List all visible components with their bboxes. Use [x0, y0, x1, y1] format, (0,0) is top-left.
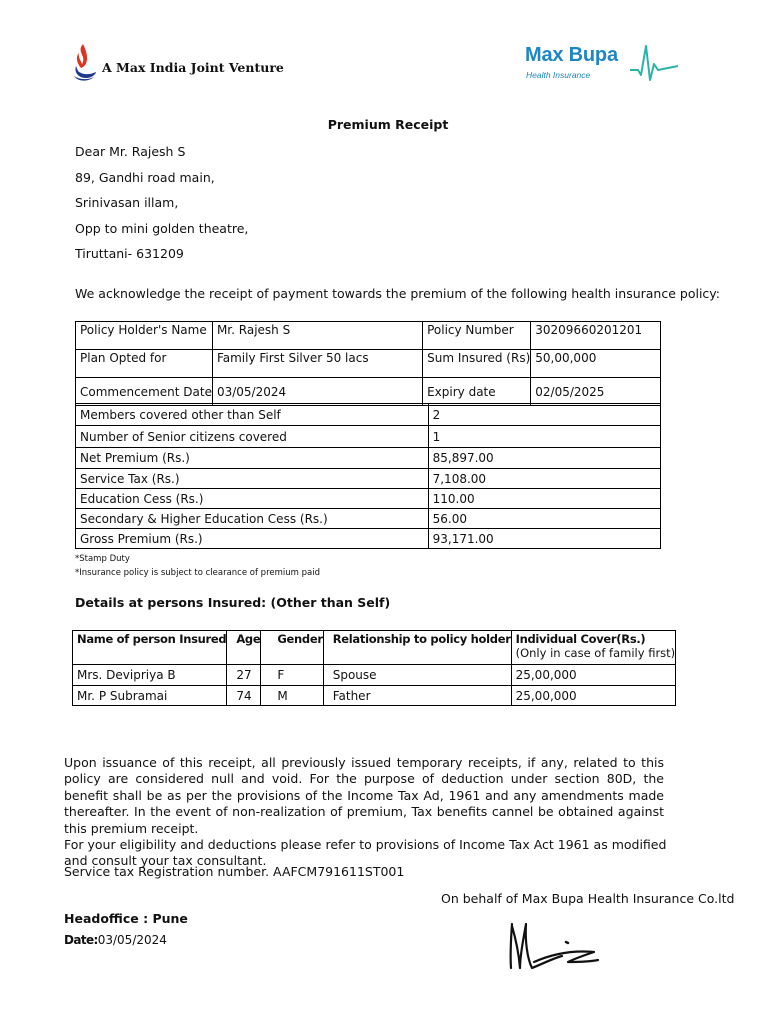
- plan-value: Family First Silver 50 lacs: [212, 350, 422, 378]
- commencement-label: Commencement Date: [76, 378, 213, 406]
- insured-cover: 25,00,000: [511, 665, 676, 686]
- terms-paragraph: [64, 755, 667, 870]
- row-value: 93,171.00: [428, 529, 660, 549]
- table-row: [76, 322, 661, 350]
- terms-text: Upon issuance of this receipt, all previously issued temporary receipts, if any, related to this policy are considered null and void. For the purpose of deduction under section 80D, the benefit shall be as per the provisions of the Income Tax Ad, 1961 and any amendments made thereafter. In the event of non-realization of premium, Tax benefits cannel be obtained against this premium receipt.: [64, 755, 664, 836]
- expiry-value: 02/05/2025: [531, 378, 661, 406]
- premium-table: [75, 403, 661, 549]
- on-behalf-text: On behalf of Max Bupa Health Insurance Co.ltd: [441, 891, 735, 906]
- plan-label: Plan Opted for: [76, 350, 213, 378]
- terms-text: For your eligibility and deductions please refer to provisions of Income Tax Act 1961 as modified: [64, 837, 667, 853]
- footnote: *Stamp Duty: [75, 554, 130, 564]
- policy-number-value: 30209660201201: [531, 322, 661, 350]
- row-label: Education Cess (Rs.): [76, 489, 429, 509]
- column-header: Name of person Insured: [73, 631, 227, 665]
- insured-age: 27: [227, 665, 261, 686]
- column-header: Age: [227, 631, 261, 665]
- row-value: 56.00: [428, 509, 660, 529]
- table-row: [76, 529, 661, 549]
- insured-relationship: Spouse: [323, 665, 511, 686]
- row-label: Net Premium (Rs.): [76, 448, 429, 469]
- row-label: Service Tax (Rs.): [76, 469, 429, 489]
- address-line: Opp to mini golden theatre,: [75, 221, 249, 236]
- max-bupa-logo: [522, 42, 682, 88]
- insured-gender: F: [261, 665, 323, 686]
- address-line: 89, Gandhi road main,: [75, 170, 215, 185]
- page-title: Premium Receipt: [327, 117, 449, 132]
- address-line: Tiruttani- 631209: [75, 246, 184, 261]
- heartbeat-icon: [630, 42, 680, 84]
- table-row: [73, 686, 676, 706]
- signature: [502, 918, 606, 974]
- insured-heading: Details at persons Insured: (Other than Self): [75, 595, 391, 610]
- column-header: [511, 631, 676, 665]
- insured-cover: 25,00,000: [511, 686, 676, 706]
- table-row: [76, 469, 661, 489]
- insured-name: Mrs. Devipriya B: [73, 665, 227, 686]
- sum-insured-value: 50,00,000: [531, 350, 661, 378]
- cover-subheader: (Only in case of family first): [515, 646, 676, 660]
- policy-holder-value: Mr. Rajesh S: [212, 322, 422, 350]
- expiry-label: Expiry date: [423, 378, 531, 406]
- insured-name: Mr. P Subramai: [73, 686, 227, 706]
- row-label: Secondary & Higher Education Cess (Rs.): [76, 509, 429, 529]
- cover-header: Individual Cover(Rs.): [515, 632, 646, 646]
- row-label: Number of Senior citizens covered: [76, 426, 429, 448]
- sum-insured-label: Sum Insured (Rs): [423, 350, 531, 378]
- date-label: Date:: [64, 933, 98, 947]
- address-line: Dear Mr. Rajesh S: [75, 144, 186, 159]
- row-value: 1: [428, 426, 660, 448]
- row-label: Members covered other than Self: [76, 404, 429, 426]
- headoffice: Headoffice : Pune: [64, 911, 188, 926]
- max-india-logo: [72, 42, 284, 86]
- row-value: 110.00: [428, 489, 660, 509]
- registration-number: Service tax Registration number. AAFCM791611ST001: [64, 864, 405, 879]
- row-label: Gross Premium (Rs.): [76, 529, 429, 549]
- terms-text: and consult your tax consultant.: [64, 853, 267, 869]
- date-line: [64, 933, 167, 947]
- table-row: [76, 448, 661, 469]
- table-row: [76, 426, 661, 448]
- table-row: [76, 509, 661, 529]
- row-value: 2: [428, 404, 660, 426]
- footnote: *Insurance policy is subject to clearance of premium paid: [75, 568, 320, 578]
- commencement-value: 03/05/2024: [212, 378, 422, 406]
- policy-holder-label: Policy Holder's Name: [76, 322, 213, 350]
- joint-venture-text: A Max India Joint Venture: [102, 60, 284, 75]
- table-row: [73, 665, 676, 686]
- flame-icon: [72, 42, 98, 84]
- insured-gender: M: [261, 686, 323, 706]
- column-header: Gender: [261, 631, 323, 665]
- table-row: [76, 404, 661, 426]
- row-value: 85,897.00: [428, 448, 660, 469]
- table-header-row: [73, 631, 676, 665]
- table-row: [76, 378, 661, 406]
- policy-number-label: Policy Number: [423, 322, 531, 350]
- footnotes: [75, 552, 320, 580]
- address-line: Srinivasan illam,: [75, 195, 179, 210]
- date-value: 03/05/2024: [97, 933, 167, 947]
- table-row: [76, 489, 661, 509]
- insured-age: 74: [227, 686, 261, 706]
- brand-subtitle: Health Insurance: [526, 70, 591, 80]
- acknowledgement-text: We acknowledge the receipt of payment towards the premium of the following health insurance policy:: [75, 286, 720, 301]
- brand-name: Max Bupa: [525, 44, 618, 66]
- insured-table: [72, 630, 676, 706]
- insured-relationship: Father: [323, 686, 511, 706]
- table-row: [76, 350, 661, 378]
- policy-table: [75, 321, 661, 406]
- column-header: Relationship to policy holder: [323, 631, 511, 665]
- row-value: 7,108.00: [428, 469, 660, 489]
